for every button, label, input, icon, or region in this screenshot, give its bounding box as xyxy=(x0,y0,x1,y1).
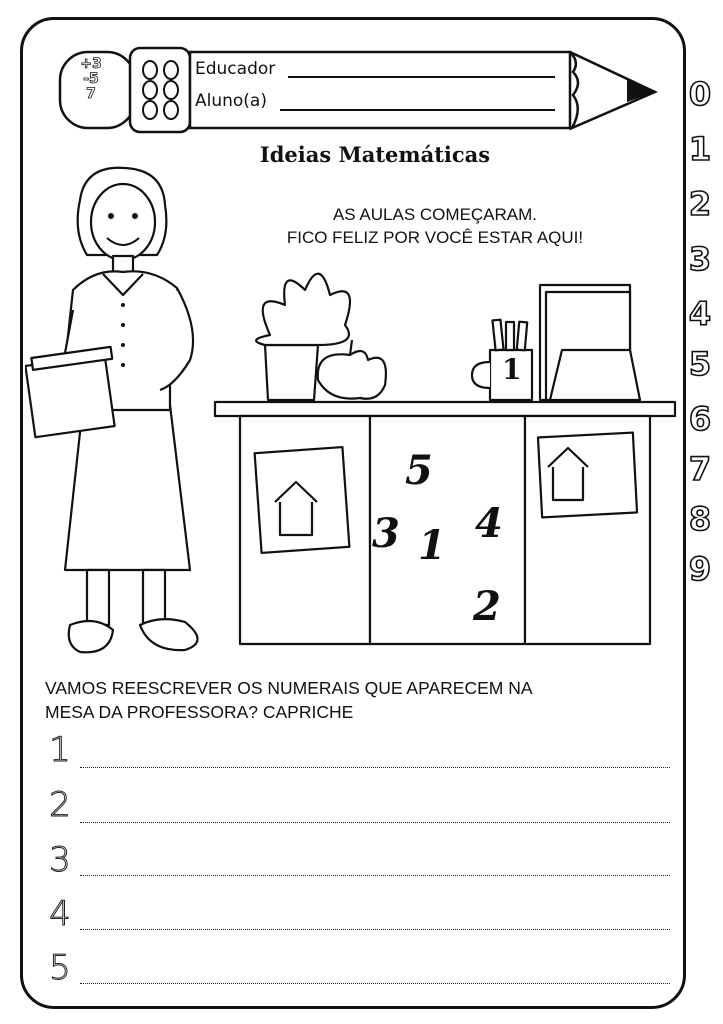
practice-line-2[interactable] xyxy=(80,822,670,823)
mug-number: 1 xyxy=(502,353,522,386)
desk-number-5: 5 xyxy=(405,447,433,494)
practice-line-1[interactable] xyxy=(80,767,670,768)
side-number-3: 3 xyxy=(688,240,712,278)
side-number-5: 5 xyxy=(688,345,712,383)
practice-line-4[interactable] xyxy=(80,929,670,930)
practice-row-number-5: 5 xyxy=(49,948,71,988)
intro-line-1: AS AULAS COMEÇARAM. xyxy=(332,205,538,224)
practice-row-number-3: 3 xyxy=(49,840,71,880)
desk-number-4: 4 xyxy=(475,500,503,547)
educator-label: Educador xyxy=(195,59,276,79)
desk-number-3: 3 xyxy=(372,510,400,557)
side-number-4: 4 xyxy=(688,295,712,333)
desk-illustration-icon xyxy=(210,250,690,650)
side-number-7: 7 xyxy=(688,450,712,488)
side-number-9: 9 xyxy=(688,550,712,588)
page-title: Ideias Matemáticas xyxy=(259,142,491,167)
student-field[interactable] xyxy=(280,109,555,111)
student-label: Aluno(a) xyxy=(195,91,267,111)
practice-line-3[interactable] xyxy=(80,875,670,876)
teacher-illustration-icon xyxy=(25,160,225,660)
side-number-1: 1 xyxy=(688,130,712,168)
desk-number-1: 1 xyxy=(418,522,446,569)
side-number-6: 6 xyxy=(688,400,712,438)
side-number-8: 8 xyxy=(688,500,712,538)
practice-row-number-2: 2 xyxy=(49,785,71,825)
educator-field[interactable] xyxy=(288,76,555,78)
side-number-0: 0 xyxy=(688,75,712,113)
instruction-line-1: VAMOS REESCREVER OS NUMERAIS QUE APARECEM NA xyxy=(45,678,533,698)
side-number-2: 2 xyxy=(688,185,712,223)
pencil-header-icon xyxy=(55,40,665,140)
practice-row-number-4: 4 xyxy=(49,894,71,934)
practice-line-5[interactable] xyxy=(80,983,670,984)
instruction-line-2: MESA DA PROFESSORA? CAPRICHE xyxy=(45,702,354,722)
intro-text xyxy=(240,203,630,249)
intro-line-2: FICO FELIZ POR VOCÊ ESTAR AQUI! xyxy=(286,228,584,247)
practice-row-number-1: 1 xyxy=(49,730,71,770)
pencil-badge: +3 -5 7 xyxy=(80,56,102,102)
desk-number-2: 2 xyxy=(473,583,501,630)
instruction-text xyxy=(45,676,685,724)
